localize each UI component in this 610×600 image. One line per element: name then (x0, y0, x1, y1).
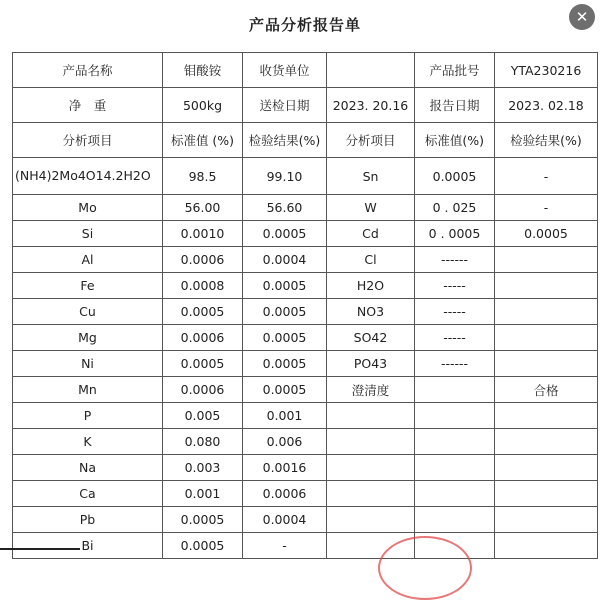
test-result: 0.006 (243, 429, 327, 455)
test-result: - (495, 158, 598, 195)
analysis-item: NO3 (327, 299, 415, 325)
test-result (495, 507, 598, 533)
analysis-item: (NH4)2Mo4O14.2H2O (13, 158, 163, 195)
info-cell (327, 53, 415, 88)
close-icon[interactable]: ✕ (569, 4, 595, 30)
analysis-item: Si (13, 221, 163, 247)
info-cell: 2023. 20.16 (327, 88, 415, 123)
analysis-item: Sn (327, 158, 415, 195)
standard-value: ----- (415, 273, 495, 299)
analysis-item: Na (13, 455, 163, 481)
analysis-item (327, 403, 415, 429)
analysis-item (327, 455, 415, 481)
header-row (13, 123, 598, 158)
standard-value (415, 429, 495, 455)
test-result (495, 403, 598, 429)
standard-value (415, 507, 495, 533)
info-cell: 产品批号 (415, 53, 495, 88)
standard-value: 0.0005 (163, 299, 243, 325)
test-result: 0.0016 (243, 455, 327, 481)
table-row (13, 429, 598, 455)
standard-value: 0.0008 (163, 273, 243, 299)
info-cell: 净 重 (13, 88, 163, 123)
test-result (495, 273, 598, 299)
standard-value: ----- (415, 325, 495, 351)
analysis-item: PO43 (327, 351, 415, 377)
info-cell: 收货单位 (243, 53, 327, 88)
analysis-item: Ni (13, 351, 163, 377)
standard-value: ------ (415, 247, 495, 273)
column-header: 检验结果(%) (243, 123, 327, 158)
standard-value (415, 377, 495, 403)
page-title: 产品分析报告单 (248, 16, 361, 34)
signature-line (0, 548, 80, 550)
standard-value: 0 . 0005 (415, 221, 495, 247)
standard-value: 0.003 (163, 455, 243, 481)
standard-value (415, 403, 495, 429)
test-result: 0.0005 (243, 221, 327, 247)
standard-value: 0.0006 (163, 247, 243, 273)
standard-value: 0.0010 (163, 221, 243, 247)
table-row (13, 195, 598, 221)
table-row (13, 299, 598, 325)
test-result (495, 481, 598, 507)
standard-value: 0.0006 (163, 377, 243, 403)
analysis-item: 澄清度 (327, 377, 415, 403)
analysis-item: SO42 (327, 325, 415, 351)
table-row (13, 507, 598, 533)
table-row (13, 533, 598, 559)
standard-value: 0.0006 (163, 325, 243, 351)
info-row (13, 88, 598, 123)
analysis-item: Cd (327, 221, 415, 247)
standard-value: 56.00 (163, 195, 243, 221)
standard-value: ----- (415, 299, 495, 325)
standard-value: 0.0005 (415, 158, 495, 195)
test-result (495, 325, 598, 351)
standard-value: 0.0005 (163, 351, 243, 377)
column-header: 标准值(%) (415, 123, 495, 158)
test-result: 0.0005 (243, 299, 327, 325)
standard-value (415, 455, 495, 481)
table-row (13, 351, 598, 377)
table-row (13, 481, 598, 507)
analysis-item: K (13, 429, 163, 455)
red-seal-stamp (378, 536, 472, 600)
table-row (13, 325, 598, 351)
analysis-item: Fe (13, 273, 163, 299)
standard-value: 98.5 (163, 158, 243, 195)
test-result: 0.0005 (243, 351, 327, 377)
analysis-item: P (13, 403, 163, 429)
standard-value: 0.0005 (163, 507, 243, 533)
standard-value: ------ (415, 351, 495, 377)
test-result (495, 533, 598, 559)
analysis-item: Mg (13, 325, 163, 351)
test-result: 0.0005 (243, 273, 327, 299)
analysis-item: Cu (13, 299, 163, 325)
test-result: 0.0005 (495, 221, 598, 247)
test-result (495, 247, 598, 273)
test-result: 0.0004 (243, 247, 327, 273)
test-result (495, 429, 598, 455)
info-cell: 钼酸铵 (163, 53, 243, 88)
info-cell: 产品名称 (13, 53, 163, 88)
test-result (495, 299, 598, 325)
analysis-item: Mo (13, 195, 163, 221)
test-result: 0.0004 (243, 507, 327, 533)
test-result: 56.60 (243, 195, 327, 221)
test-result: 99.10 (243, 158, 327, 195)
column-header: 检验结果(%) (495, 123, 598, 158)
analysis-item: W (327, 195, 415, 221)
test-result (495, 351, 598, 377)
table-row (13, 273, 598, 299)
test-result: 0.0005 (243, 377, 327, 403)
test-result: 0.0006 (243, 481, 327, 507)
analysis-item (327, 429, 415, 455)
info-cell: 送检日期 (243, 88, 327, 123)
test-result: - (495, 195, 598, 221)
analysis-item: Bi (13, 533, 163, 559)
analysis-item: Al (13, 247, 163, 273)
table-row (13, 377, 598, 403)
test-result: 合格 (495, 377, 598, 403)
standard-value: 0.0005 (163, 533, 243, 559)
report-table (12, 52, 598, 559)
info-cell: 报告日期 (415, 88, 495, 123)
analysis-item: H2O (327, 273, 415, 299)
info-cell: 2023. 02.18 (495, 88, 598, 123)
standard-value: 0.080 (163, 429, 243, 455)
analysis-item: Pb (13, 507, 163, 533)
test-result: 0.001 (243, 403, 327, 429)
column-header: 分析项目 (13, 123, 163, 158)
info-cell: YTA230216 (495, 53, 598, 88)
test-result: 0.0005 (243, 325, 327, 351)
table-row (13, 221, 598, 247)
table-row (13, 403, 598, 429)
test-result: - (243, 533, 327, 559)
info-cell: 500kg (163, 88, 243, 123)
test-result (495, 455, 598, 481)
standard-value: 0.005 (163, 403, 243, 429)
analysis-item: Ca (13, 481, 163, 507)
column-header: 分析项目 (327, 123, 415, 158)
analysis-item (327, 507, 415, 533)
standard-value: 0 . 025 (415, 195, 495, 221)
column-header: 标准值 (%) (163, 123, 243, 158)
table-row (13, 247, 598, 273)
table-row (13, 455, 598, 481)
analysis-item: Cl (327, 247, 415, 273)
standard-value: 0.001 (163, 481, 243, 507)
analysis-item: Mn (13, 377, 163, 403)
analysis-item (327, 481, 415, 507)
info-row (13, 53, 598, 88)
table-row (13, 158, 598, 195)
standard-value (415, 481, 495, 507)
